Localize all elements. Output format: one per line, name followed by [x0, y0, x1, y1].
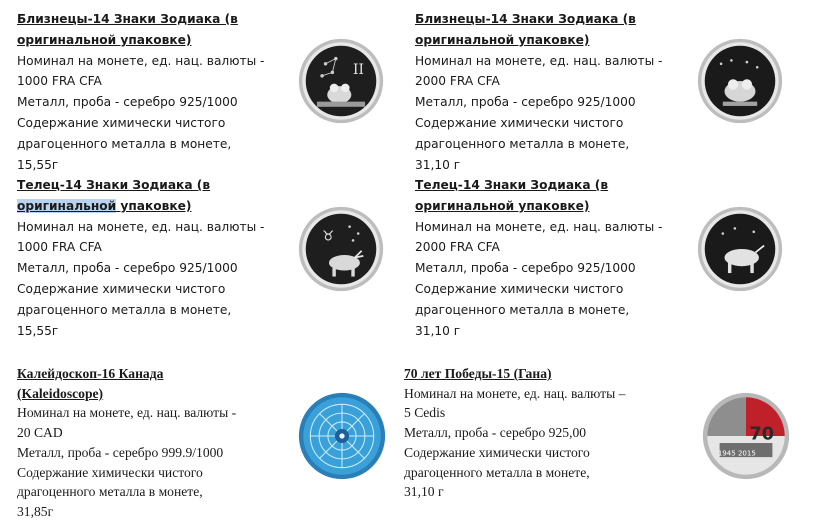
coin-block-victory-70: [404, 364, 674, 502]
coin-title-link[interactable]: Калейдоскоп-16 Канада: [17, 366, 164, 381]
coin-detail-line: Содержание химически чистого: [404, 444, 590, 460]
coin-detail-line: драгоценного металла в монете,: [415, 136, 630, 151]
coin-detail-line: Металл, проба - серебро 925/1000: [17, 95, 238, 110]
coin-detail-line: Номинал на монете, ед. нац. валюты -: [415, 219, 663, 234]
coin-block-taurus-1000: [17, 175, 282, 341]
coin-detail-line: Металл, проба - серебро 999.9/1000: [17, 444, 224, 460]
coin-detail-line: 20 CAD: [17, 425, 63, 441]
coin-detail-line: Металл, проба - серебро 925,00: [404, 425, 587, 441]
coin-title-link[interactable]: оригинальной упаковке): [17, 32, 192, 47]
coin-detail-line: Номинал на монете, ед. нац. валюты -: [17, 405, 237, 421]
coin-detail-line: Содержание химически чистого: [17, 464, 203, 480]
coin-detail-line: 31,10 г: [404, 484, 444, 500]
svg-text:♉: ♉: [322, 228, 335, 245]
coin-detail-line: 2000 FRA CFA: [415, 240, 500, 255]
coin-detail-line: 1000 FRA CFA: [17, 74, 102, 89]
selected-text: оригинальной: [17, 198, 117, 213]
coin-detail-line: 15,55г: [17, 157, 59, 172]
coin-detail-line: Металл, проба - серебро 925/1000: [415, 95, 636, 110]
coin-title-link[interactable]: Телец-14 Знаки Зодиака (в: [415, 178, 609, 192]
coin-detail-line: драгоценного металла в монете,: [17, 136, 232, 151]
coin-block-taurus-2000: [415, 175, 680, 341]
coin-title-link[interactable]: оригинальной упаковке): [415, 198, 590, 213]
coin-detail-line: 15,55г: [17, 323, 59, 338]
coin-title-link[interactable]: Близнецы-14 Знаки Зодиака (в: [17, 12, 238, 26]
coin-detail-line: Номинал на монете, ед. нац. валюты –: [404, 385, 626, 401]
coin-detail-line: 2000 FRA CFA: [415, 74, 500, 89]
coin-title-link[interactable]: 70 лет Победы-15 (Гана): [404, 366, 552, 381]
coin-detail-line: драгоценного металла в монете,: [404, 464, 590, 480]
gemini-coin-image: [298, 38, 384, 124]
coin-title-link[interactable]: (Kaleidoscope): [17, 385, 104, 401]
coin-detail-line: Номинал на монете, ед. нац. валюты -: [17, 53, 265, 68]
coin-title-link[interactable]: оригинальной упаковке): [415, 32, 590, 47]
svg-text:70: 70: [749, 424, 775, 445]
coin-detail-line: Содержание химически чистого: [17, 281, 226, 296]
coin-detail-line: 1000 FRA CFA: [17, 240, 102, 255]
coin-block-gemini-2000: [415, 9, 680, 175]
taurus-coin-image: [697, 206, 783, 292]
coin-block-kaleidoscope: [17, 364, 282, 522]
coin-detail-line: драгоценного металла в монете,: [17, 302, 232, 317]
title-rest: упаковке): [116, 198, 192, 213]
coin-detail-line: Содержание химически чистого: [17, 115, 226, 130]
coin-detail-line: Металл, проба - серебро 925/1000: [17, 261, 238, 276]
coin-detail-line: драгоценного металла в монете,: [415, 302, 630, 317]
coin-detail-line: Металл, проба - серебро 925/1000: [415, 261, 636, 276]
kaleidoscope-coin-image: [298, 392, 386, 480]
coin-detail-line: Номинал на монете, ед. нац. валюты -: [17, 219, 265, 234]
coin-years-text: 1945 2015: [717, 448, 756, 458]
coin-detail-line: 5 Cedis: [404, 405, 446, 421]
gemini-coin-image: [697, 38, 783, 124]
coin-title-link[interactable]: Близнецы-14 Знаки Зодиака (в: [415, 12, 636, 26]
victory-70-coin-image: [702, 392, 790, 480]
coin-detail-line: 31,85г: [17, 503, 54, 519]
taurus-coin-image: [298, 206, 384, 292]
coin-detail-line: драгоценного металла в монете,: [17, 484, 203, 500]
coin-detail-line: Содержание химически чистого: [415, 115, 624, 130]
coin-detail-line: Номинал на монете, ед. нац. валюты -: [415, 53, 663, 68]
coin-block-gemini-1000: [17, 9, 282, 175]
svg-text:II: II: [353, 62, 364, 79]
coin-detail-line: Содержание химически чистого: [415, 281, 624, 296]
coin-detail-line: 31,10 г: [415, 323, 461, 338]
coin-title-link[interactable]: Телец-14 Знаки Зодиака (в: [17, 178, 211, 192]
coin-detail-line: 31,10 г: [415, 157, 461, 172]
coin-title-link[interactable]: [17, 196, 282, 217]
